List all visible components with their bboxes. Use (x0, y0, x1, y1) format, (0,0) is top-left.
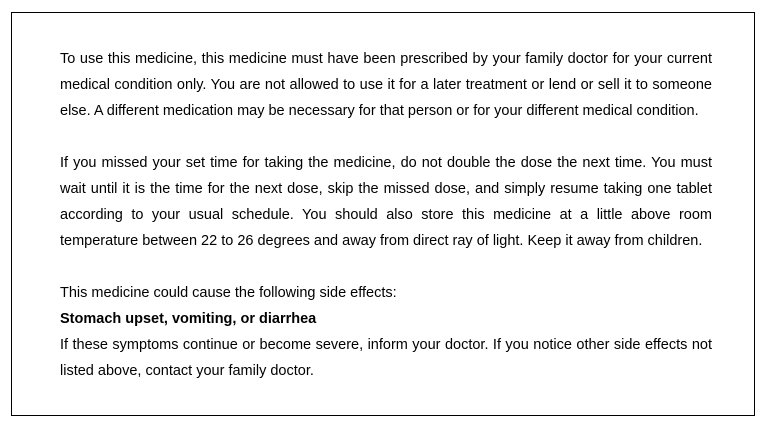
side-effects-intro: This medicine could cause the following side effects: (60, 285, 397, 301)
missed-dose-paragraph: If you missed your set time for taking the medicine, do not double the dose the next time. You must wait until it is the time for the next dose, skip the missed dose, and simply resume taking one tablet according to your usual schedule. You should also store this medicine at a little above room temperature between 22 to 26 degrees and away from direct ray of light. Keep it away from children. (60, 155, 712, 249)
document-frame (11, 12, 755, 416)
side-effects-list: Stomach upset, vomiting, or diarrhea (60, 311, 317, 327)
side-effects-note: If these symptoms continue or become severe, inform your doctor. If you notice other side effects not listed above, contact your family doctor. (60, 337, 712, 379)
document-body (60, 46, 712, 384)
usage-paragraph: To use this medicine, this medicine must have been prescribed by your family doctor for your current medical condition only. You are not allowed to use it for a later treatment or lend or sell it to someone else. A different medication may be necessary for that person or for your different medical condition. (60, 51, 712, 119)
